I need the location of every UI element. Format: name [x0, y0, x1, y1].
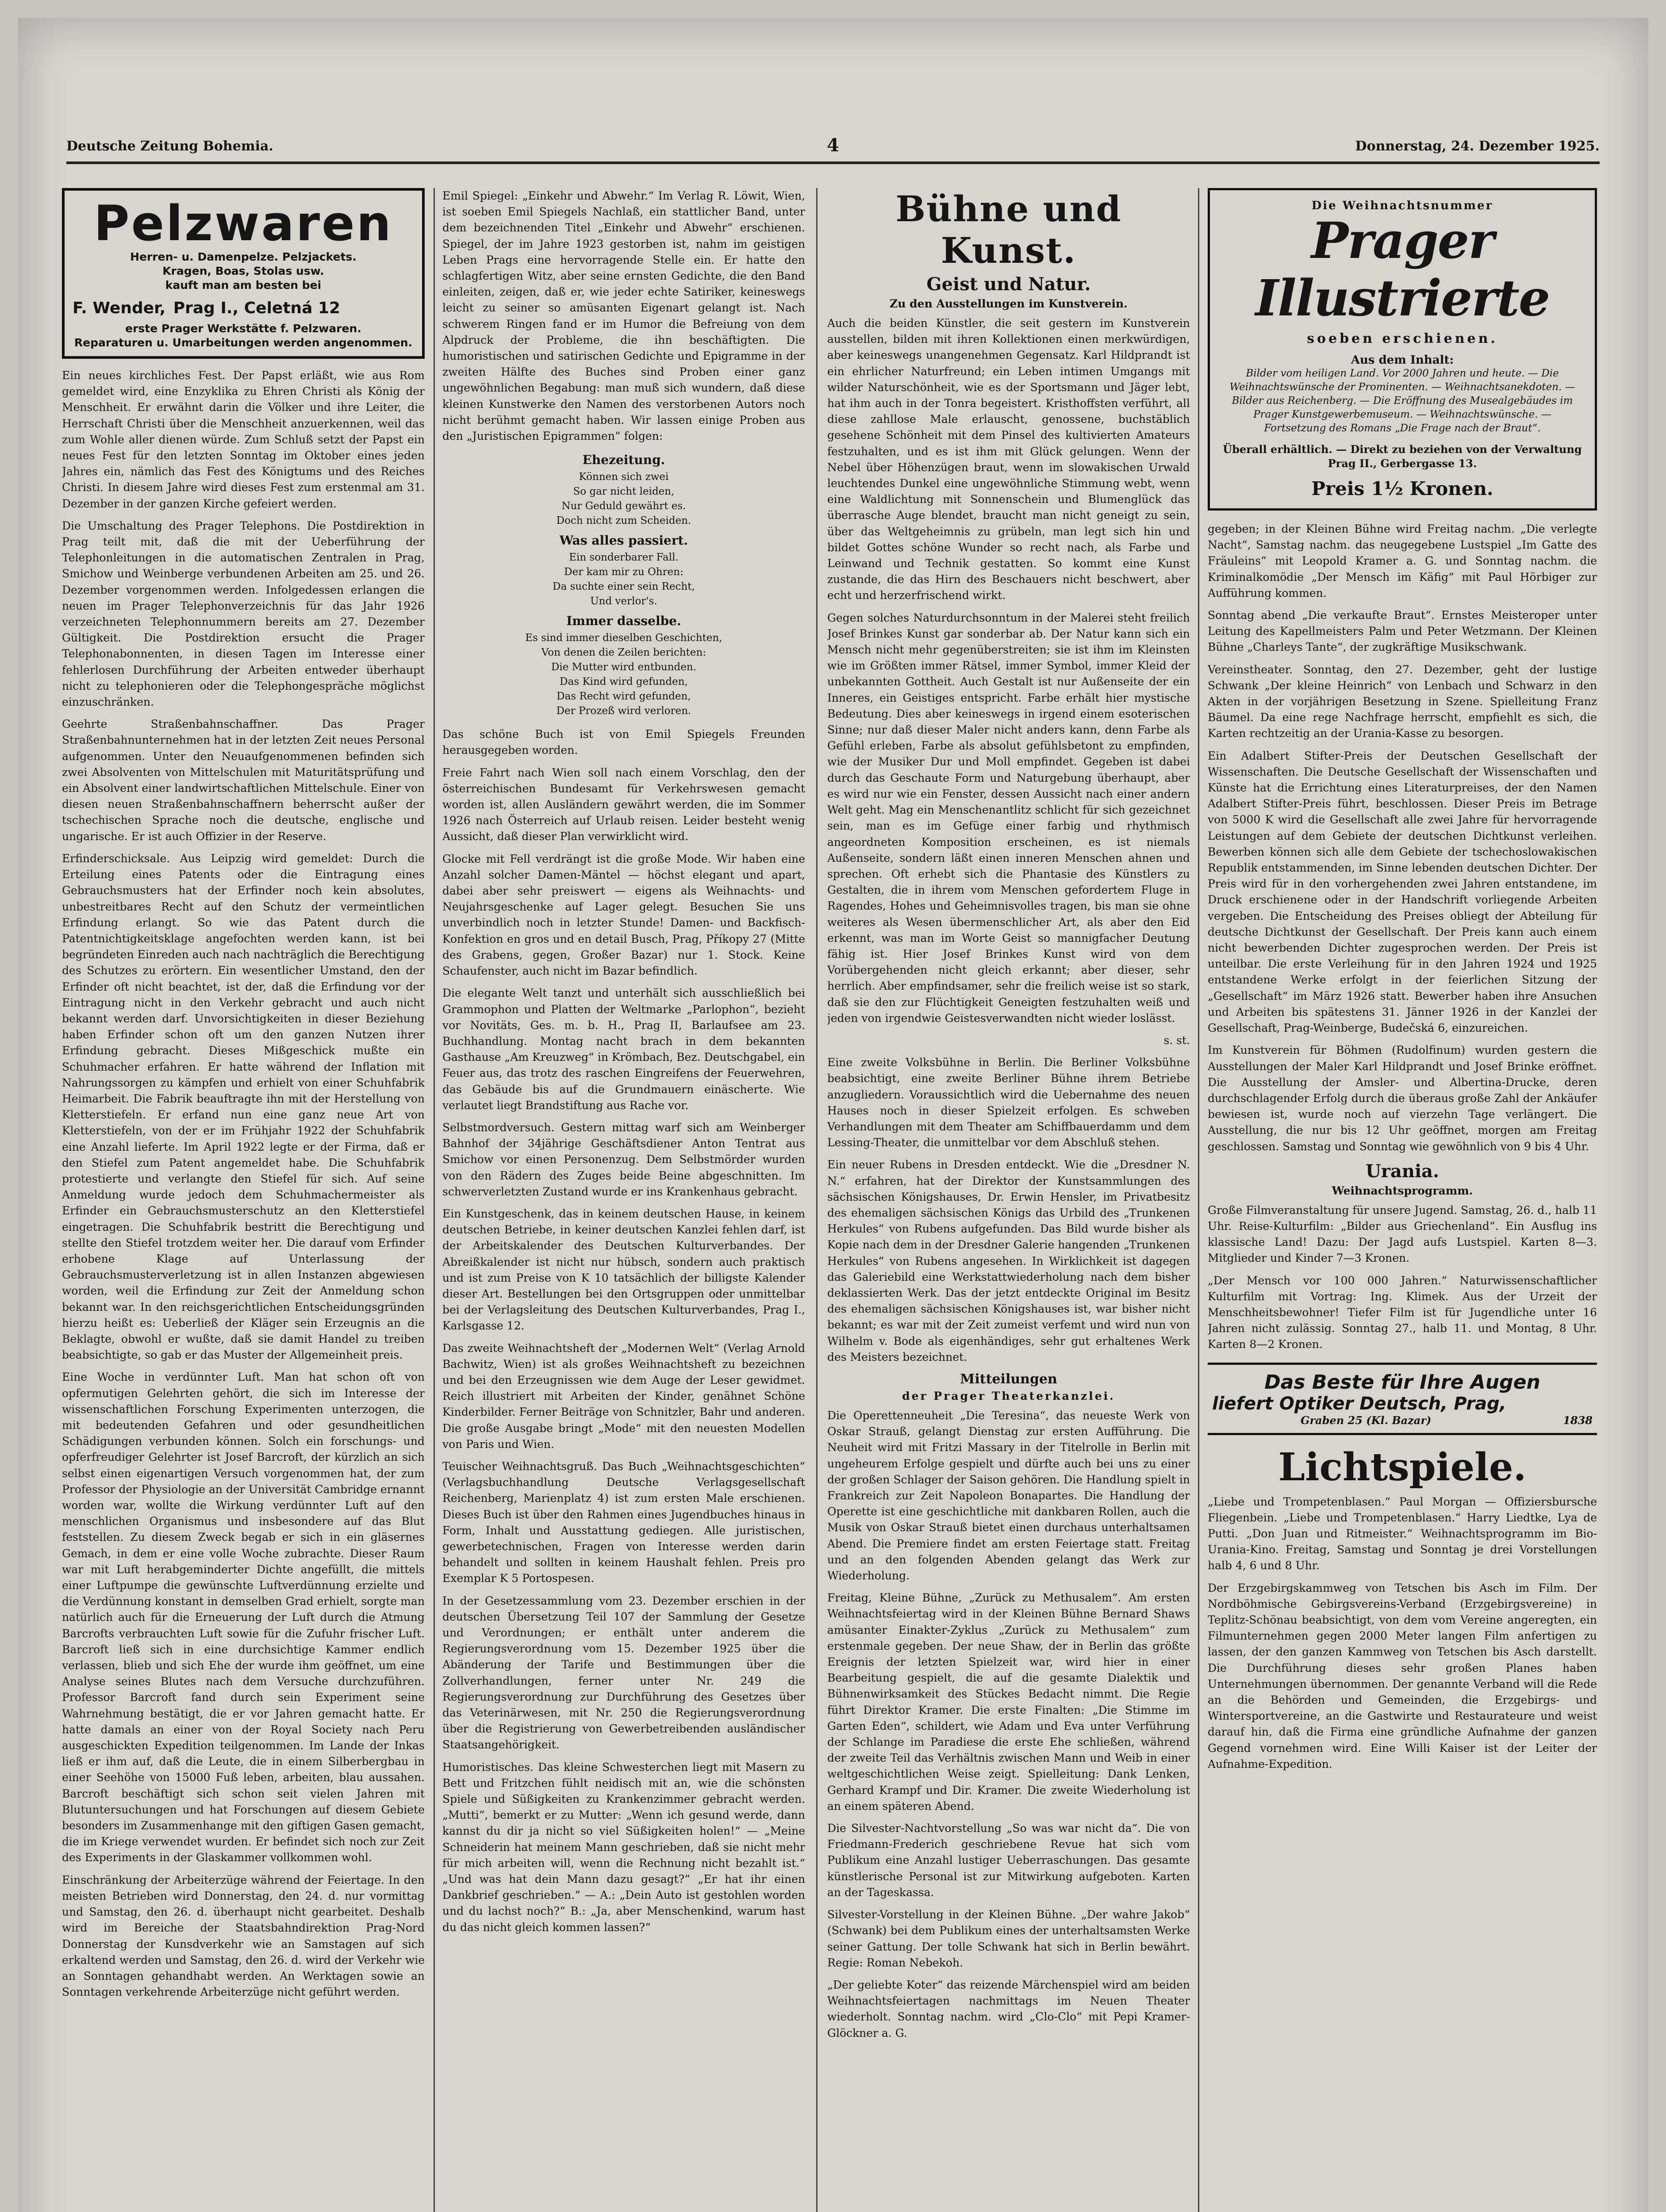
article-subtitle: Zu den Ausstellungen im Kunstverein. [890, 297, 1128, 310]
ad-line: Reparaturen u. Umarbeitungen werden angenommen. [74, 336, 413, 349]
ad-purchase-info: Überall erhältlich. — Direkt zu beziehen von der Verwaltung Prag II., Gerbergasse 13. [1223, 443, 1582, 470]
article-paragraph: „Der Mensch vor 100 000 Jahren.“ Naturwissenschaftlicher Kulturfilm mit Vortrag: Ing. Klimek. Aus der Urzeit der Menschheitsbewohner! Tiefer Film ist für Jugendliche unter 16 Jahren nicht zulässig. Sonntag 27., halb 11. und Montag, 8 Uhr. Karten 8—2 Kronen. [1208, 1274, 1597, 1351]
article-paragraph: Freie Fahrt nach Wien soll nach einem Vorschlag, den der österreichischen Bundesamt für Verkehrswesen gemacht worden ist, allen Ausländern gewährt werden, die im Sommer 1926 nach Österreich auf Urlaub reisen. Leider besteht wenig Aussicht, daß dieser Plan verwirklicht wird. [442, 766, 805, 843]
page-header [66, 131, 1600, 164]
article-paragraph: Humoristisches. Das kleine Schwesterchen liegt mit Masern zu Bett und Fritzchen fühlt neidisch mit an, wie die schönsten Spiele und Süßigkeiten zu Krankenzimmer gebracht werden. „Mutti“, bemerkt er zu Mutter: „Wenn ich gesund werde, dann kannst du dir ja nicht so viel Süßigkeiten holen!“ — „Meine Schneiderin hat meinem Mann geschrieben, daß sie nicht mehr für mich arbeiten will, wenn die Rechnung nicht bezahlt ist.“ „Und was hat dein Mann dazu gesagt?“ „Er hat ihr einen Dankbrief geschrieben.“ — A.: „Dein Auto ist gestohlen worden und du lachst noch?“ B.: „Ja, aber Menschenkind, warum hast du das nicht gleich kommen lassen?“ [442, 1760, 805, 1934]
poem-title: Immer dasselbe. [566, 614, 681, 629]
ad-line: Kragen, Boas, Stolas usw. [162, 265, 324, 277]
poem-line: Der kam mir zu Ohren: [564, 566, 683, 578]
advertisement-optiker [1208, 1363, 1597, 1435]
article-paragraph: Einschränkung der Arbeiterzüge während der Feiertage. In den meisten Betrieben wird Donnerstag, den 24. d. nur vormittag und Samstag, den 26. d. überhaupt nicht gearbeitet. Deshalb wird im Bereiche der Staatsbahndirektion Prag-Nord Donnerstag der Kunsdverkehr wie an Samstagen auf sich erkaltend werden und Samstag, den 26. d. wird der Verkehr wie an Sonntagen gehandhabt werden. An Werktagen sowie an Sonntagen verkehrende Arbeiterzüge nicht geführt werden. [62, 1873, 425, 1999]
poem-title: Ehezeitung. [582, 453, 665, 468]
article-paragraph: Ein Kunstgeschenk, das in keinem deutschen Hause, in keinem deutschen Betriebe, in keiner deutschen Kanzlei fehlen darf, ist der Arbeitskalender des Deutschen Kulturverbandes. Der Abreißkalender ist nicht nur hübsch, sondern auch praktisch und ist zum Preise von K 10 tatsächlich der billigste Kalender dieser Art. Bestellungen bei den Ortsgruppen oder unmittelbar bei der Verlagsleitung des Deutschen Kulturverbandes, Prag I., Karlsgasse 12. [442, 1207, 805, 1333]
poem-line: Von denen die Zeilen berichten: [541, 647, 706, 659]
ad-line: kauft man am besten bei [165, 279, 322, 292]
section-title: Lichtspiele. [1278, 1444, 1527, 1490]
article-paragraph: „Liebe und Trompetenblasen.“ Paul Morgan — Offiziersbursche Fliegenbein. „Liebe und Trompetenblasen.“ Harry Liedtke, Lya de Putti. „Don Juan und Ritmeister.“ Weihnachtsprogramm im Bio-Urania-Kino. Freitag, Samstag und Sonntag je drei Vorstellungen halb 4, 6 und 8 Uhr. [1208, 1495, 1597, 1572]
column-rule [434, 188, 435, 2212]
article-paragraph: Glocke mit Fell verdrängt ist die große Mode. Wir haben eine Anzahl solcher Damen-Mäntel — höchst elegant und apart, dabei aber sehr preiswert — eigens als Weihnachts- und Neujahrsgeschenke auf Lager gelegt. Besuchen Sie uns unverbindlich noch in letzter Stunde! Damen- und Backfisch-Konfektion en gros und en detail Busch, Prag, Příkopy 27 (Mitte des Grabens, gegen, Großer Bazar) nur 1. Stock. Keine Schaufenster, auch nicht im Bazar befindlich. [442, 852, 805, 978]
column-1 [62, 188, 425, 2212]
page-number: 4 [827, 135, 839, 156]
advertisement-prager-illustrierte [1208, 188, 1597, 511]
poem-line: Und verlor's. [590, 595, 657, 607]
article-paragraph: Emil Spiegel: „Einkehr und Abwehr.“ Im Verlag R. Löwit, Wien, ist soeben Emil Spiegels Nachlaß, ein stattlicher Band, unter dem bezeichnenden Titel „Einkehr und Abwehr“ erschienen. Spiegel, der im Jahre 1923 gestorben ist, nahm im geistigen Leben Prags eine hervorragende Stelle ein. Er hatte den schlagfertigen Witz, aber seine ernsten Gedichte, die den Band einleiten, zeigen, daß er, wie jeder echte Satiriker, keineswegs leicht zu seiner so amüsanten Eigenart gelangt ist. Nach schwerem Ringen fand er im Humor die Befreiung von dem Alpdruck der Probleme, die ihn beschäftigten. Die humoristischen und satirischen Gedichte und Epigramme in der zweiten Hälfte des Buches sind Proben einer ganz ungewöhnlichen Begabung: man muß sich wundern, daß diese kleinen Kunstwerke den Namen des verstorbenen Autors noch nicht berühmt gemacht haben. Wir lassen einige Proben aus den „Juristischen Epigrammen“ folgen: [442, 189, 805, 443]
column-4 [1208, 188, 1597, 2212]
article-signature: s. st. [1163, 1033, 1190, 1047]
article-paragraph: Das schöne Buch ist von Emil Spiegels Freunden herausgegeben worden. [442, 728, 805, 757]
section-title: Bühne und Kunst. [895, 188, 1122, 271]
poem-line: So gar nicht leiden, [573, 486, 675, 498]
ad-title: Pelzwaren [94, 195, 393, 252]
subsection-subtitle: der Prager Theaterkanzlei. [902, 1390, 1115, 1402]
article-paragraph: gegeben; in der Kleinen Bühne wird Freitag nachm. „Die verlegte Nacht“, Samstag nachm. das neugegebene Lustspiel „Im Gatte des Fräuleins“ mit Leopold Kramer a. G. und Sonntag nachm. die Kriminalkomödie „Der Mensch im Käfig“ mit Paul Hörbiger zur Aufführung kommen. [1208, 522, 1597, 599]
ad-address [1212, 1414, 1593, 1427]
article-paragraph: Sonntag abend „Die verkaufte Braut“. Ernstes Meisteroper unter Leitung des Kapellmeisters Palm und Peter Wetzmann. Der Kleinen Bühne „Charleys Tante“, der zugkräftige Musikschwank. [1208, 609, 1597, 654]
ad-address-text: Graben 25 (Kl. Bazar) [1301, 1413, 1432, 1427]
column-3 [827, 188, 1190, 2212]
article-paragraph: Teuischer Weihnachtsgruß. Das Buch „Weihnachtsgeschichten“ (Verlagsbuchhandlung Deutsche Verlagsgesellschaft Reichenberg, Marienplatz 4) ist zum ersten Male erschienen. Dieses Buch ist über den Rahmen eines Jugendbuches hinaus in Form, Inhalt und Ausstattung gediegen. Alle juristischen, gewerbetechnischen, Fragen von Interesse werden darin behandelt und sollten in keinem Haushalt fehlen. Preis pro Exemplar K 5 Portospesen. [442, 1459, 805, 1585]
poem-line: Da suchte einer sein Recht, [553, 581, 695, 593]
article-paragraph: Ein Adalbert Stifter-Preis der Deutschen Gesellschaft der Wissenschaften. Die Deutsche Gesellschaft der Wissenschaften und Künste hat die Errichtung eines Literaturpreises, der den Namen Adalbert Stifter-Preis führt, beschlossen. Dieser Preis im Betrage von 5000 K wird die Gesellschaft alle zwei Jahre für hervorragende Leistungen auf dem Gebiete der deutschen Dichtkunst verleihen. Bewerben können sich alle dem Gebiete der tschechoslowakischen Republik entstammenden, im Sinne lebenden deutschen Dichter. Der Preis wird für in den vorhergehenden zwei Jahren entstandene, im Druck erschienene oder in der Handschrift vorliegende Arbeiten vergeben. Die Entscheidung des Preises obliegt der Abteilung für deutsche Dichtkunst der Gesellschaft. Der Preis kann auch einem nicht bewerbenden Dichter zugesprochen werden. Der Preis ist unteilbar. Die erste Verleihung für in den Jahren 1924 und 1925 entstandene Werke erfolgt in der feierlichen Sitzung der „Gesellschaft“ im März 1926 statt. Bewerber haben ihre Ansuchen und Arbeiten bis spätestens 31. Jänner 1926 in der Kanzlei der Gesellschaft, Prag-Weinberge, Budečská 6, einzureichen. [1208, 749, 1597, 1035]
article-paragraph: Silvester-Vorstellung in der Kleinen Bühne. „Der wahre Jakob“ (Schwank) bei dem Publikum eines der unterhaltsamsten Werke seiner Gattung. Der tolle Schwank hat sich in Berlin bewährt. Regie: Roman Nebekoh. [827, 1908, 1190, 1969]
article-paragraph: Erfinderschicksale. Aus Leipzig wird gemeldet: Durch die Erteilung eines Patents oder die Eintragung eines Gebrauchsmusters hat der Erfinder noch kein absolutes, unbestreitbares Recht auf den Schutz der vermeintlichen Erfindung erlangt. So wie das Patent durch die Patentnichtigkeitsklage angefochten werden kann, ist bei begründeten Einreden auch nach nachträglich die Berechtigung des Schutzes zu erörtern. Ein wesentlicher Umstand, den der Erfinder oft nicht beachtet, ist der, daß die Erfindung vor der Eintragung nicht in den Verkehr gebracht und auch nicht bekannt werden darf. Unvorsichtigkeiten in dieser Beziehung haben Erfinder schon oft um den ganzen Nutzen ihrer Erfindung gebracht. Dieses Mißgeschick mußte ein Schuhmacher erfahren. Er hatte während der Inflation mit Nahrungssorgen zu kämpfen und erhielt von einer Schuhfabrik Heimarbeit. Die Fabrik beauftragte ihn mit der Herstellung von Kletterstiefeln. Er erfand nun eine ganz neue Art von Kletterstiefeln, von der er im Frühjahr 1922 der Schuhfabrik eine Anzahl lieferte. Im April 1922 legte er der Firma, daß er den Stiefel zum Patent angemeldet habe. Die Schuhfabrik protestierte und verlangte den Stiefel für sich. Auf seine Anmeldung wurde jedoch dem Schuhmachermeister als Erfinder ein Gebrauchsmusterschutz an den Kletterstiefel eingetragen. Die Schuhfabrik bestritt die Berechtigung und stellte den Stiefel trotzdem weiter her. Die darauf vom Erfinder erhobene Klage auf Unterlassung der Gebrauchsmusterverletzung ist in allen Instanzen abgewiesen worden, weil die Erfindung zur Zeit der Anmeldung schon bekannt war. In den reichsgerichtlichen Entscheidungsgründen hierzu heißt es: Ueberließ der Kläger sein Erzeugnis an die Beklagte, obwohl er wußte, daß sie damit Handel zu treiben beabsichtigte, so gab er das Muster der Allgemeinheit preis. [62, 852, 425, 1362]
article-paragraph: Die Silvester-Nachtvorstellung „So was war nicht da“. Die von Friedmann-Frederich geschriebene Revue hat sich vom Publikum eine Anzahl lustiger Ueberraschungen. Das gesamte künstlerische Personal ist zur Mitwirkung aufgeboten. Karten an der Tageskassa. [827, 1822, 1190, 1899]
subsection-title: Urania. [1366, 1160, 1439, 1182]
ad-address: Prag I., Celetná 12 [173, 299, 341, 317]
article-paragraph: Vereinstheater. Sonntag, den 27. Dezember, geht der lustige Schwank „Der kleine Heinrich“ von Lenbach und Schwarz in den Akten in der vorjährigen Besetzung in Szene. Spielleitung Franz Bäumel. Da eine rege Nachfrage herrscht, empfiehlt es sich, die Karten rechtzeitig an der Urania-Kasse zu besorgen. [1208, 663, 1597, 740]
poem-line: Doch nicht zum Scheiden. [556, 515, 691, 527]
column-2 [442, 188, 805, 2212]
article-paragraph: Die elegante Welt tanzt und unterhält sich ausschließlich bei Grammophon und Platten der Weltmarke „Parlophon“, bezieht vor Novitäts, Ges. m. b. H., Prag II, Barlaufsee am 23. Buchhandlung. Montag nacht brach in dem bekannten Gasthause „Am Kreuzweg“ in Krömbach, Bez. Deutschgabel, ein Feuer aus, das trotz des raschen Eingreifens der Feuerwehren, das Gebäude bis auf die Grundmauern einäscherte. Wie verlautet liegt Brandstiftung aus Rache vor. [442, 987, 805, 1112]
article-paragraph: Eine Woche in verdünnter Luft. Man hat schon oft von opfermutigen Gelehrten gehört, die sich im Interesse der wissenschaftlichen Forschung Experimenten unterzogen, die mit bedeutenden Gefahren und oder gesundheitlichen Schädigungen verbunden können. Solch ein forschungs- und opferfreudiger Gelehrter ist Josef Barcroft, der kürzlich an sich selbst einen eigenartigen Versuch vorgenommen hat, der zum Professor der Physiologie an der Universität Cambridge ernannt worden war, wollte die Wirkung verdünnter Luft auf den menschlichen Organismus und insbesondere auf das Blut feststellen. Zu diesem Zweck begab er sich in ein gläsernes Gemach, in dem er eine volle Woche zubrachte. Dieser Raum war mit Luft herabgeminderter Dichte angefüllt, die mittels einer Luftpumpe die gewünschte Luftverdünnung erzielte und die Verdünnung konstant in demselben Grad erhielt, sorgte man natürlich auch für die Erneuerung der Luft durch die Atmung Barcrofts verbrauchten Luft sowie für die Zufuhr frischer Luft. Barcroft ließ sich in eine durchsichtige Kammer endlich verlassen, blieb und sich Ehe der wurde ihm geöffnet, um eine Analyse seines Blutes nach dem Versuche durchzuführen. Professor Barcroft fand durch sein Experiment seine Wahrnehmung bestätigt, die er vor Jahren gemacht hatte. Er hatte damals an einer von der Royal Society nach Peru ausgeschickten Expedition teilgenommen. Im Lande der Inkas ließ er ihm auf, daß die Leute, die in einem Silberbergbau in einer Seehöhe von 15000 Fuß leben, arbeiten, blau aussahen. Barcroft beschäftigt sich schon seit vielen Jahren mit Blutuntersuchungen und hat Forschungen auf diesem Gebiete besonders im Zusammenhange mit den giftigen Gasen gemacht, die im Kriege verwendet wurden. Er befindet sich noch zur Zeit des Experiments in der Glaskammer vollkommen wohl. [62, 1371, 425, 1864]
subsection-subtitle: Weihnachtsprogramm. [1332, 1184, 1473, 1197]
article-paragraph: Geehrte Straßenbahnschaffner. Das Prager Straßenbahnunternehmen hat in der letzten Zeit neues Personal aufgenommen. Unter den Neuaufgenommenen befinden sich zwei Absolventen von Mittelschulen mit Maturitätsprüfung und ein Absolvent einer landwirtschaftlichen Mittelschule. Einer von diesen neuen Straßenbahnschaffnern beherrscht außer der tschechischen Sprache noch die deutsche, englische und ungarische. Er ist auch Offizier in der Reserve. [62, 718, 425, 843]
article-paragraph: Große Filmveranstaltung für unsere Jugend. Samstag, 26. d., halb 11 Uhr. Reise-Kulturfilm: „Bilder aus Griechenland“. Ein Ausflug ins klassische Land! Dazu: Der Jagd aufs Lustspiel. Karten 8—3. Mitglieder und Kinder 7—3 Kronen. [1208, 1203, 1597, 1265]
poem-line: Die Mutter wird entbunden. [551, 661, 697, 673]
poem-line: Nur Geduld gewährt es. [561, 500, 686, 512]
article-paragraph: Ein neues kirchliches Fest. Der Papst erläßt, wie aus Rom gemeldet wird, eine Enzyklika zu Ehren Christi als König der Menschheit. Er erwähnt darin die Völker und ihre Leiter, die Herrschaft Christi über die Menschheit anzuerkennen, weil das zum Wohle aller dienen würde. Zum Schluß setzt der Papst ein neues Fest für den letzten Sonntag im Oktober eines jeden Jahres ein, nämlich das Fest des Königtums und des Reiches Christi. In diesem Jahre wird dieses Fest zum erstenmal am 31. Dezember in der ganzen Kirche gefeiert werden. [62, 369, 425, 510]
ad-headline: Das Beste für Ihre Augen [1264, 1371, 1540, 1394]
ad-contents: Bilder vom heiligen Land. Vor 2000 Jahren und heute. — Die Weihnachtswünsche der Prominenten. — Weihnachtsanekdoten. — Bilder aus Reichenberg. — Die Eröffnung des Musealgebäudes im Prager Kunstgewerbemuseum. — Weihnachtswünsche. — Fortsetzung des Romans „Die Frage nach der Braut“. [1229, 368, 1575, 434]
poem-line: Ein sonderbarer Fall. [569, 552, 679, 564]
article-paragraph: Die Umschaltung des Prager Telephons. Die Postdirektion in Prag teilt mit, daß die mit der Ueberführung der Telephonleitungen in die automatischen Zentralen in Prag, Smichow und Weinberge verbundenen Arbeiten am 25. und 26. Dezember vorgenommen werden. Infolgedessen erlangen die neuen im Prager Telephonverzeichnis für das Jahr 1926 verzeichneten Telephonnummern bereits am 27. Dezember Gültigkeit. Die Postdirektion ersucht die Prager Telephonabonnenten, in diesen Tagen im Interesse einer fehlerlosen Durchführung der Arbeiten entweder überhaupt nicht zu telephonieren oder die Telephongespräche möglichst einzuschränken. [62, 519, 425, 709]
column-rule [1198, 188, 1199, 2212]
article-paragraph: Im Kunstverein für Böhmen (Rudolfinum) wurden gestern die Ausstellungen der Maler Karl Hildprandt und Josef Brinke eröffnet. Die Ausstellung der Amsler- und Albertina-Drucke, deren durchschlagender Erfolg durch die überaus große Zahl der Ankäufer bewiesen ist, wurde noch auf vierzehn Tage verlängert. Die Ausstellung, die nur bis 12 Uhr geöffnet, morgen am Freitag geschlossen. Samstag und Sonntag wie gewöhnlich von 9 bis 4 Uhr. [1208, 1044, 1597, 1153]
article-paragraph: Eine zweite Volksbühne in Berlin. Die Berliner Volksbühne beabsichtigt, eine zweite Berliner Bühne ihrem Betriebe anzugliedern. Voraussichtlich wird die Uebernahme des neuen Hauses noch in dieser Spielzeit erfolgen. Es schweben Verhandlungen mit dem Theater am Schiffbauerdamm und dem Lessing-Theater, die unmittelbar vor dem Abschluß stehen. [827, 1056, 1190, 1149]
poem-line: Können sich zwei [579, 471, 669, 483]
article-paragraph: Selbstmordversuch. Gestern mittag warf sich am Weinberger Bahnhof der 34jährige Geschäftsdiener Anton Tentrat aus Smichow vor einen Personenzug. Dem Selbstmörder wurden von den Rädern des Zuges beide Beine abgeschnitten. Im schwerverletzten Zustand wurde er ins Krankenhaus gebracht. [442, 1121, 805, 1198]
ad-contents-heading: Aus dem Inhalt: [1351, 353, 1454, 367]
column-rule [816, 188, 818, 2212]
newspaper-page [18, 18, 1648, 2212]
ad-number: 1838 [1563, 1413, 1593, 1427]
poem-title: Was alles passiert. [559, 533, 688, 548]
ad-firm-name: F. Wender, [73, 299, 166, 317]
advertisement-pelzwaren [62, 188, 425, 359]
article-paragraph: Ein neuer Rubens in Dresden entdeckt. Wie die „Dresdner N. N.“ erfahren, hat der Direktor der Kunstsammlungen des sächsischen Königshauses, Dr. Erwin Hensler, im Privatbesitz des ehemaligen sächsischen Königs das Urbild des „Trunkenen Herkules“ von Rubens aufgefunden. Das Bild wurde bisher als Kopie nach dem in der Dresdner Galerie hangenden „Trunkenen Herkules“ von Rubens angesehen. In Wirklichkeit ist dagegen das Galeriebild eine Werkstattwiederholung nach dem bisher deklassierten Werk. Das der jetzt entdeckte Original im Besitz des ehemaligen sächsischen Königshauses ist, war bisher nicht bekannt; es war mit der Zeit zumeist verfemt und wird nun von Wilhelm v. Bode als eigenhändiges, sehr gut erhaltenes Werk des Meisters bezeichnet. [827, 1158, 1190, 1363]
article-paragraph: In der Gesetzessammlung vom 23. Dezember erschien in der deutschen Übersetzung Teil 107 der Sammlung der Gesetze und Verordnungen; er enthält unter anderem die Regierungsverordnung vom 15. Dezember 1925 über die Abänderung der Tarife und Bestimmungen über die Zollverhandlungen, ferner unter Nr. 249 die Regierungsverordnung zur Durchführung des Gesetzes über das Veterinärwesen, mit Nr. 250 die Regierungsverordnung über die Registrierung von Gewerbetreibenden ausländischer Staatsangehörigkeit. [442, 1594, 805, 1751]
ad-firm [73, 292, 414, 322]
article-paragraph: Das zweite Weihnachtsheft der „Modernen Welt“ (Verlag Arnold Bachwitz, Wien) ist als großes Weihnachtsheft zu bezeichnen und bei den Erzeugnissen wie dem Auge der Leser gewidmet. Reich illustriert mit Arbeiten der Kinder, genähnet Schöne Kinderbilder. Ferner Beiträge von Schnitzler, Bahr und anderen. Die große Ausgabe bringt „Mode“ mit den neuesten Modellen von Paris und Wien. [442, 1341, 805, 1451]
poem-line: Das Kind wird gefunden, [560, 676, 688, 688]
article-paragraph: Freitag, Kleine Bühne, „Zurück zu Methusalem“. Am ersten Weihnachtsfeiertag wird in der Kleinen Bühne Bernard Shaws amüsanter Einakter-Zyklus „Zurück zu Methusalem“ zum erstenmale gegeben. Der neue Shaw, der in Berlin das größte Ereignis der letzten Spielzeit war, wird hier in einer Bearbeitung gespielt, die auf die gesamte Dialektik und Bühnenwirksamkeit des Stückes Bedacht nimmt. Die Regie führt Direktor Kramer. Die erste Finalten: „Die Stimme im Garten Eden“, schildert, wie Adam und Eva unter Verführung der Schlange im Paradiese die erste Ehe schließen, während der zweite Teil das Verhältnis zwischen Mann und Weib in einer weltgeschichtlichen Weise zeigt. Spielleitung: Dank Lenken, Gerhard Krampf und Dir. Kramer. Die zweite Wiederholung ist an einem späteren Abend. [827, 1591, 1190, 1813]
poem-line: Das Recht wird gefunden, [557, 691, 691, 703]
ad-line: erste Prager Werkstätte f. Pelzwaren. [125, 322, 361, 335]
ad-kicker: Die Weihnachtsnummer [1311, 199, 1493, 212]
subsection-title: Mitteilungen [960, 1371, 1057, 1387]
issue-date: Donnerstag, 24. Dezember 1925. [1355, 138, 1600, 154]
article-paragraph: Gegen solches Naturdurchsonntum in der Malerei steht freilich Josef Brinkes Kunst gar sonderbar ab. Der Natur kann sich ein Mensch nicht mehr gegenüberstreiten; sie ist ihm im Kleinsten wie im Größten immer Rätsel, immer Symbol, immer Kleid der unbekannten Gottheit. Auch Gestalt ist nur Außenseite der ein Inneres, ein Geistiges entspricht. Farbe erhält hier mystische Bedeutung. Dies aber keineswegs in irgend einem esoterischen Sinne; nur daß dieser Maler nicht anders kann, denn Farbe als Gefühl erleben, Farbe als absolut gefühlsbetont zu empfinden, wie der Musiker Dur und Moll empfindet. Gegeben ist dabei durch das Geschaute Form und Naturgebung überhaupt, aber es wird nur wie ein Fenster, dessen Aussicht nach einer andern Welt geht. Mag ein Menschenantlitz schlicht für sich gezeichnet sein, man es im Gefüge einer farbig und rhythmisch angeordneten Komposition erscheinen, es ist niemals Außenseite, sondern läßt einen inneren Menschen ahnen und sprechen. Oft erhebt sich die Phantasie des Künstlers zu Gestalten, die in ihrem vom Menschen gefordertem Fluge in Ragendes, Hohes und Geheimnisvolles tragen, bis man sie ohne weiteres als Wesen übermenschlicher Art, als aber den Eid erkennt, was man im Worte Geist so mannigfacher Deutung fähig ist. Hier Josef Brinkes Kunst wird von dem Vorübergehenden nicht gleich erkannt; aber dieser, sehr herrlich. Aber empfindsamer, sehr die freilich weise ist so stark, daß sie den zur Flüchtigkeit Geneigten festzuhalten weiß und jeden von irgendwie Geistesverwandten nicht wieder loslässt. [827, 611, 1190, 1025]
ad-subtitle: soeben erschienen. [1307, 331, 1498, 346]
article-paragraph: Der Erzgebirgskammweg von Tetschen bis Asch im Film. Der Nordböhmische Gebirgsvereins-Verband (Erzgebirgsvereine) in Teplitz-Schönau beabsichtigt, von dem vom Vereine angeregten, ein Filmunternehmen gegen 2000 Meter langen Film anfertigen zu lassen, der den ganzen Kammweg von Tetschen bis Asch darstellt. Die Durchführung dieses sehr großen Planes haben Unternehmungen übernommen. Der genannte Verband will die Rede an die Behörden und Gemeinden, die Erzgebirgs- und Wintersportvereine, an die Gastwirte und Restaurateure und weist darauf hin, daß die Firma eine gründliche Aufnahme der ganzen Gegend vornehmen wird. Eine Willi Kaiser ist der Leiter der Aufnahme-Expedition. [1208, 1581, 1597, 1770]
article-title: Geist und Natur. [926, 274, 1091, 295]
masthead-title: Deutsche Zeitung Bohemia. [66, 138, 273, 154]
article-paragraph: Die Operettenneuheit „Die Teresina“, das neueste Werk von Oskar Strauß, gelangt Dienstag zur ersten Aufführung. Die Neuheit wird mit Fritzi Massary in der Titelrolle in Berlin mit ungeheurem Erfolge gespielt und dürfte auch bei uns zu einer der großen Schlager der Saison gehören. Die Handlung spielt in Frankreich zur Zeit Napoleon Bonapartes. Die Handlung der Operette ist eine geschichtliche mit dankbaren Rollen, auch die Musik von Oskar Strauß bietet einen durchaus unterhaltsamen Abend. Die Premiere findet am ersten Feiertage statt. Freitag und an den folgenden Abenden gelangt das Werk zur Wiederholung. [827, 1409, 1190, 1582]
ad-line: Herren- u. Damenpelze. Pelzjackets. [130, 250, 357, 263]
ad-firm: liefert Optiker Deutsch, Prag, [1212, 1393, 1506, 1414]
article-paragraph: Auch die beiden Künstler, die seit gestern im Kunstverein ausstellen, bilden mit ihren Kollektionen einen merkwürdigen, aber keineswegs unangenehmen Gegensatz. Karl Hildprandt ist ein ehrlicher Naturfreund; ein Leben intimen Umgangs mit wilder Naturschönheit, wie es der Sportsmann und Jäger lebt, hat ihm auch in der Tonra begeistert. Kristhoffsten verführt, all diese zahllose Male erlauscht, genossene, buchstäblich gesehene Schönheit mit dem Pinsel des kultivierten Amateurs festzuhalten, und es ist ihm mit Glück gelungen. Wenn der Nebel über Höhenzügen braut, wenn im slowakischen Urwald leuchtendes Dunkel eine ungewöhnliche Stimmung webt, wenn eine Waldlichtung mit Sonnenschein und Blumenglück das überrasche Auge blendet, braucht man nicht geneigt zu sein, über das Weltgeheimnis zu grübeln, man legt sich hin und bildet Gottes schöne Wunder so recht nach, als Farbe und Leinwand und Technik gestatten. So kommt eine Kunst zustande, die das Hirn des Beschauers nicht beschwert, aber echt und herzerfrischend wirkt. [827, 317, 1190, 602]
article-paragraph: „Der geliebte Koter“ das reizende Märchenspiel wird am beiden Weihnachtsfeiertagen nachmittags im Neuen Theater wiederholt. Sonntag nachm. wird „Clo-Clo“ mit Pepi Kramer-Glöckner a. G. [827, 1978, 1190, 2039]
poem-block [442, 452, 805, 718]
ad-price: Preis 1½ Kronen. [1311, 478, 1493, 499]
poem-line: Es sind immer dieselben Geschichten, [525, 632, 722, 644]
poem-line: Der Prozeß wird verloren. [556, 705, 691, 717]
ad-title: Prager Illustrierte [1255, 212, 1550, 327]
